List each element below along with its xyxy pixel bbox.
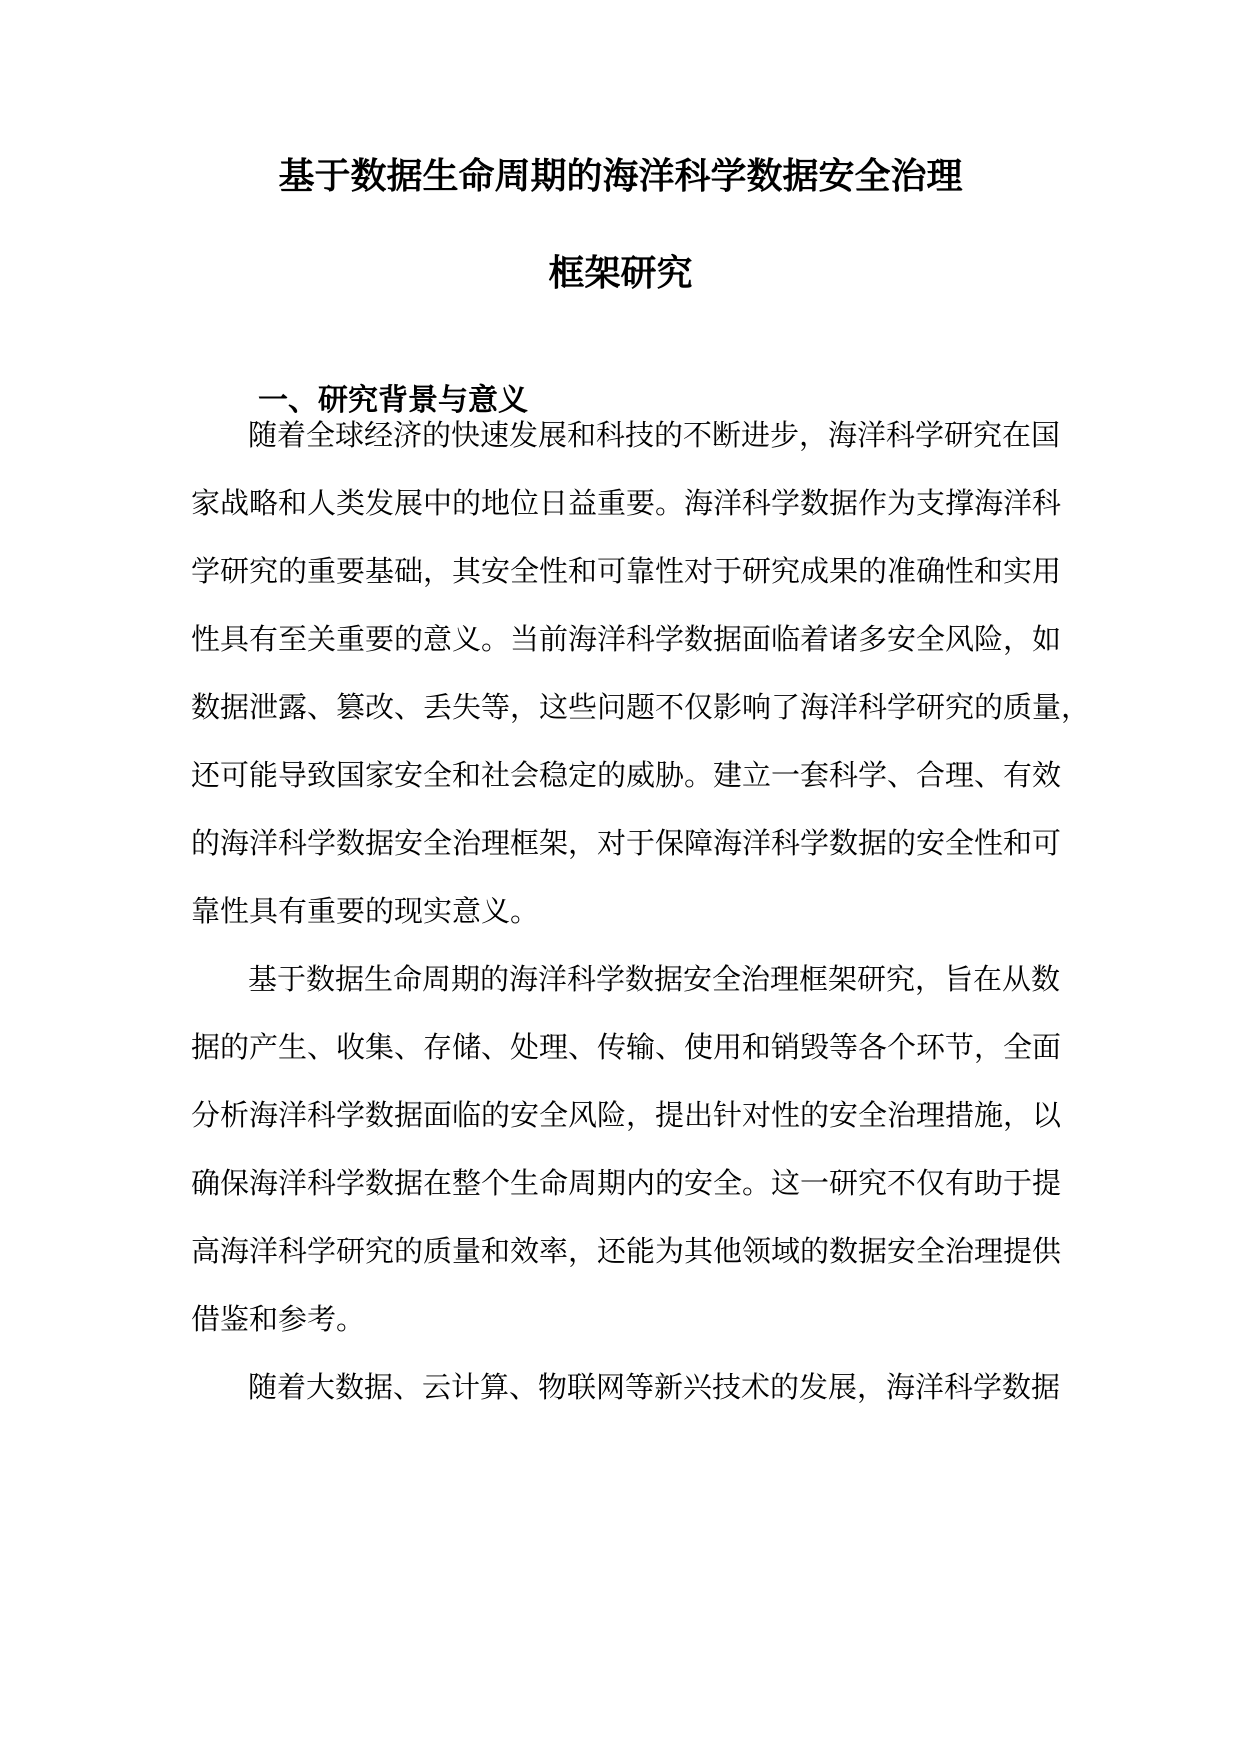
section-heading: 一、研究背景与意义 (258, 383, 528, 418)
paragraph-1-line-6: 还可能导致国家安全和社会稳定的威胁。建立一套科学、合理、有效 (191, 758, 1062, 792)
document-title-line-2: 框架研究 (548, 253, 693, 294)
paragraph-1-line-4: 性具有至关重要的意义。当前海洋科学数据面临着诸多安全风险，如 (191, 622, 1062, 656)
paragraph-3-line-1: 随着大数据、云计算、物联网等新兴技术的发展，海洋科学数据 (248, 1370, 1061, 1404)
paragraph-1-line-2: 家战略和人类发展中的地位日益重要。海洋科学数据作为支撑海洋科 (191, 486, 1062, 520)
paragraph-1-line-8: 靠性具有重要的现实意义。 (191, 894, 540, 928)
paragraph-2-line-2: 据的产生、收集、存储、处理、传输、使用和销毁等各个环节，全面 (191, 1030, 1062, 1064)
paragraph-1-line-7: 的海洋科学数据安全治理框架，对于保障海洋科学数据的安全性和可 (191, 826, 1062, 860)
paragraph-1-line-1: 随着全球经济的快速发展和科技的不断进步，海洋科学研究在国 (248, 418, 1061, 452)
paragraph-1-line-5: 数据泄露、篡改、丢失等，这些问题不仅影响了海洋科学研究的质量， (191, 690, 1091, 724)
paragraph-2-line-1: 基于数据生命周期的海洋科学数据安全治理框架研究，旨在从数 (248, 962, 1061, 996)
paragraph-2-line-4: 确保海洋科学数据在整个生命周期内的安全。这一研究不仅有助于提 (191, 1166, 1062, 1200)
paragraph-2-line-3: 分析海洋科学数据面临的安全风险，提出针对性的安全治理措施，以 (191, 1098, 1062, 1132)
document-title-line-1: 基于数据生命周期的海洋科学数据安全治理 (278, 156, 963, 197)
paragraph-2-line-5: 高海洋科学研究的质量和效率，还能为其他领域的数据安全治理提供 (191, 1234, 1062, 1268)
paragraph-2-line-6: 借鉴和参考。 (191, 1302, 366, 1336)
paragraph-1-line-3: 学研究的重要基础，其安全性和可靠性对于研究成果的准确性和实用 (191, 554, 1062, 588)
